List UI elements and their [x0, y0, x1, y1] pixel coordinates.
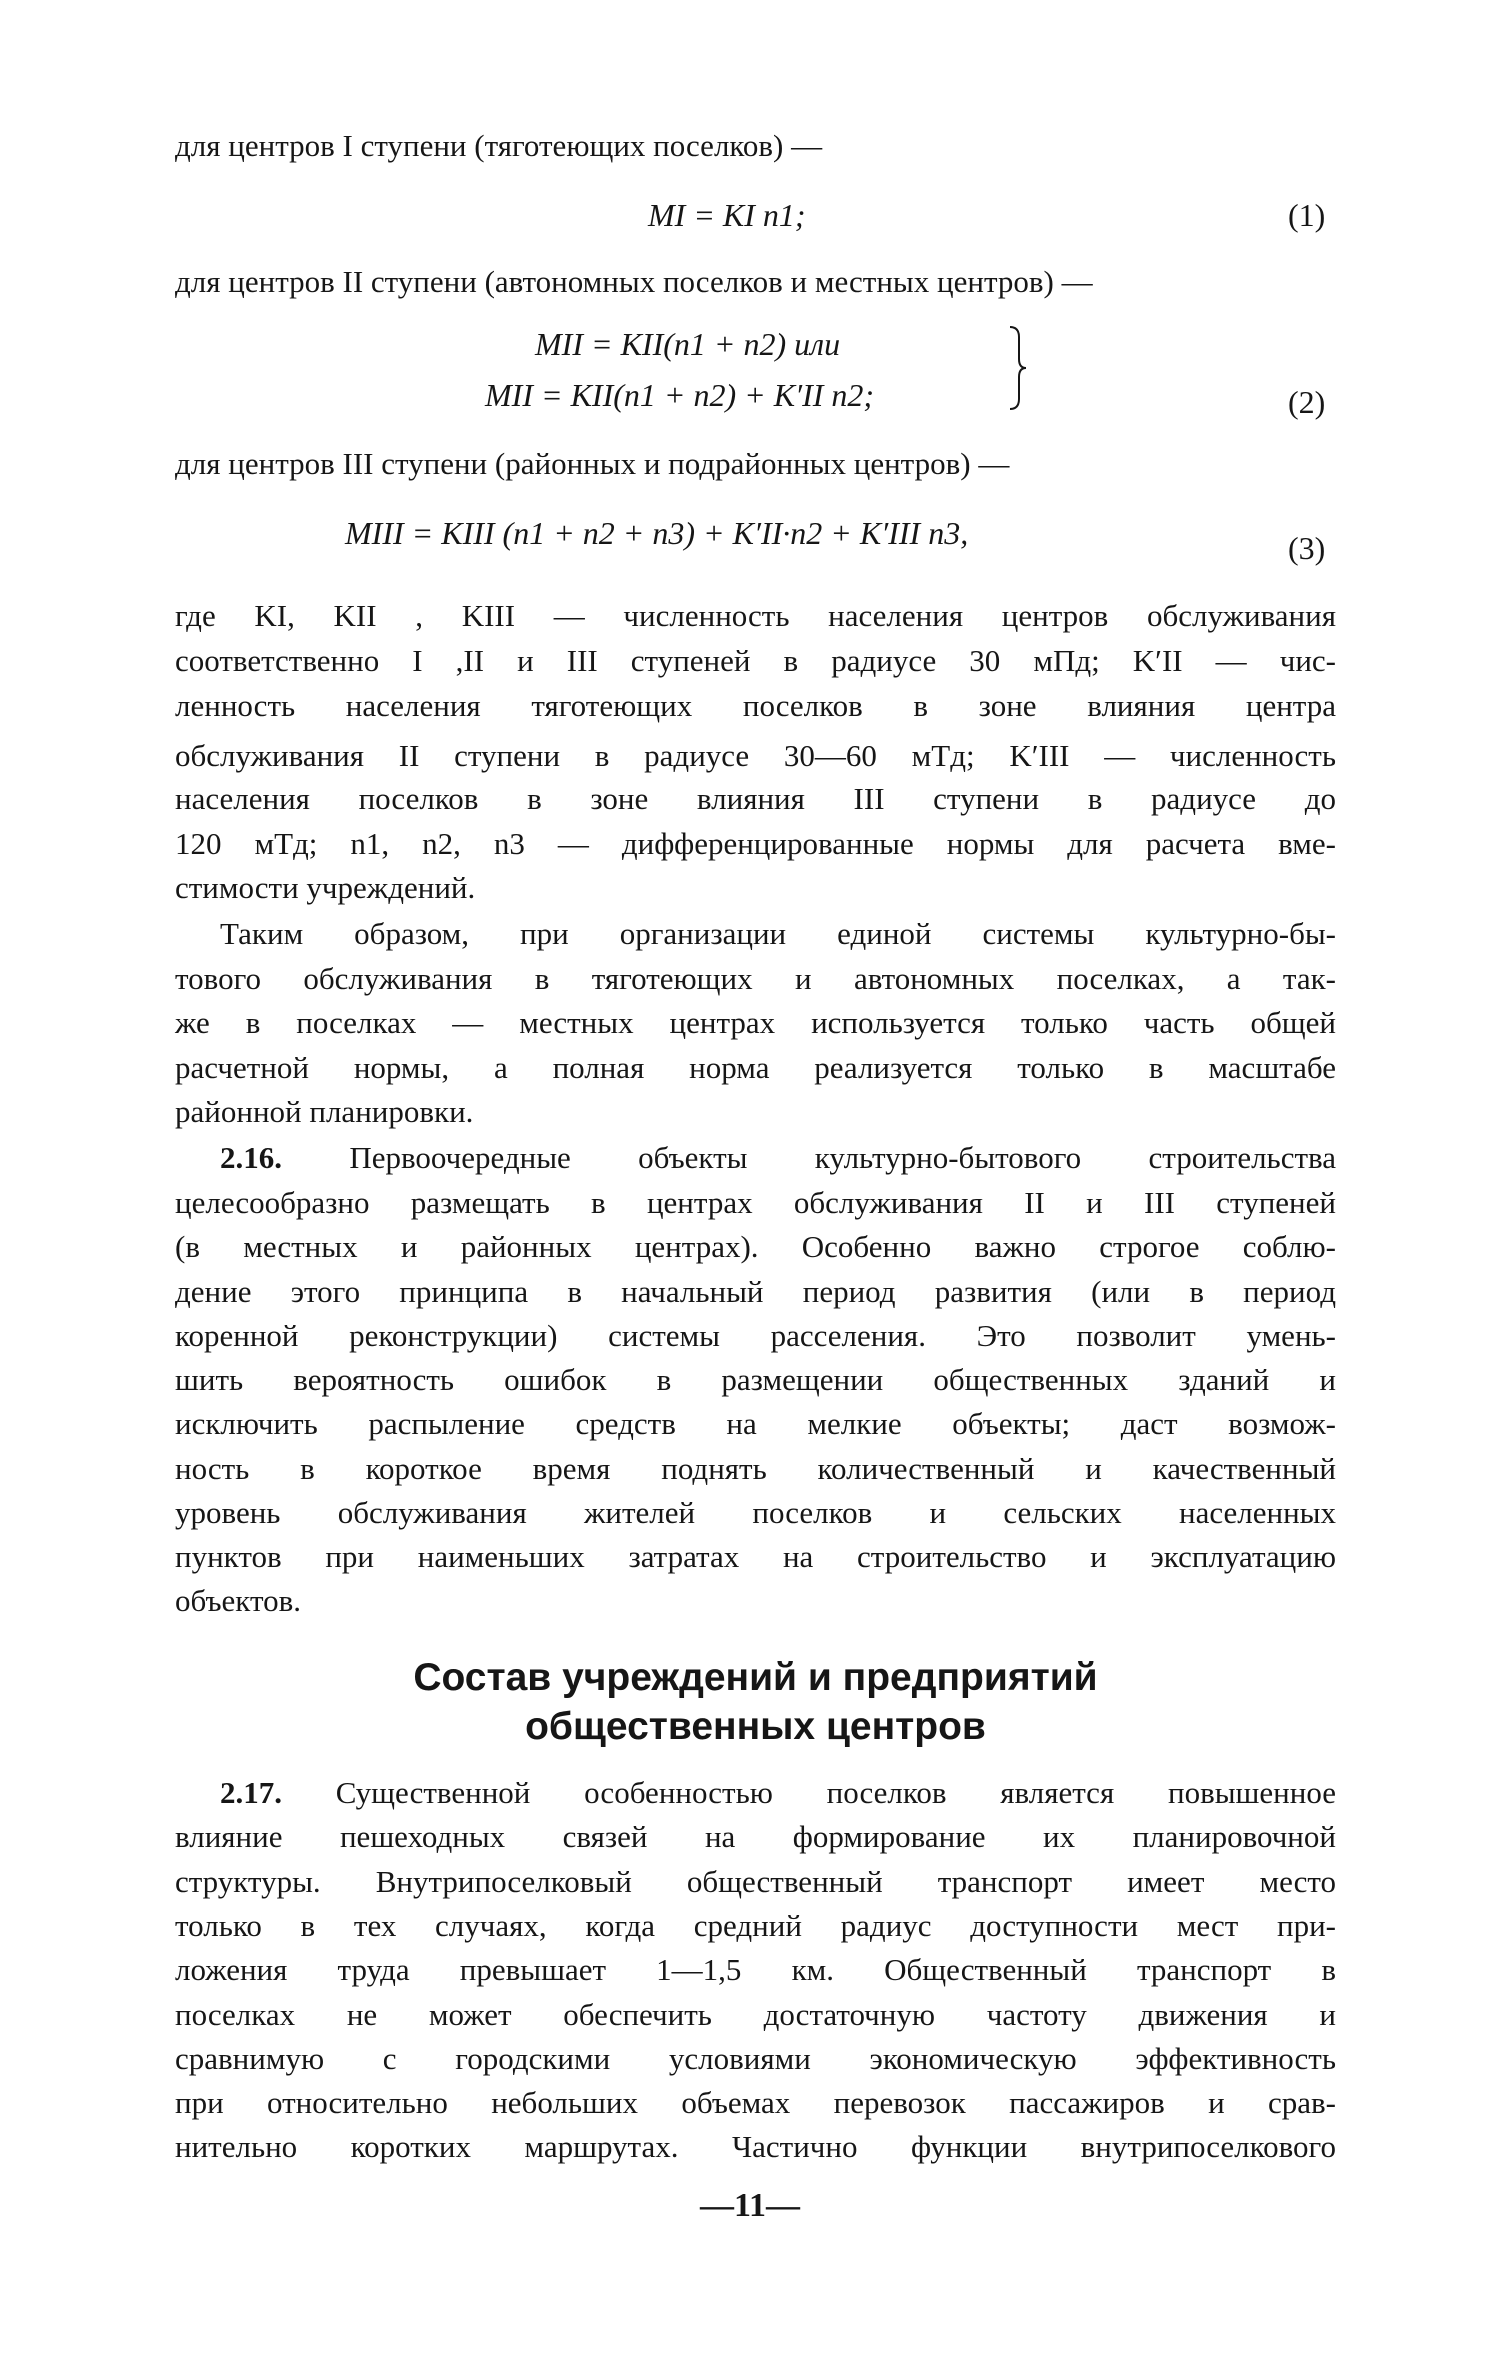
summary-line: Таким образом, при организации единой системы культурно-бы- [220, 916, 1336, 951]
formula-3-number: (3) [1288, 530, 1326, 566]
explanation-line: обслуживания II ступени в радиусе 30—60 мТд; K′III — численность [175, 738, 1336, 773]
section-heading-line-1: Состав учреждений и предприятий [413, 1656, 1098, 1699]
explanation-line: где KI, KII , KIII — численность населения центров обслуживания [175, 598, 1336, 633]
para-217-line: влияние пешеходных связей на формирование их планировочной [175, 1819, 1336, 1854]
summary-line: районной планировки. [175, 1094, 474, 1129]
para-216-first-line [220, 1140, 1336, 1176]
para-216-line: пунктов при наименьших затратах на строительство и эксплуатацию [175, 1539, 1336, 1574]
summary-line: расчетной нормы, а полная норма реализуется только в масштабе [175, 1050, 1336, 1085]
para-217-line: только в тех случаях, когда средний радиус доступности мест при- [175, 1908, 1336, 1943]
para-217-line: нительно коротких маршрутах. Частично функции внутрипоселкового [175, 2129, 1336, 2164]
right-brace-icon [1007, 325, 1029, 411]
para-217-text: Существенной особенностью поселков является повышенное [335, 1775, 1336, 1810]
para-216-line: объектов. [175, 1583, 301, 1618]
para-217-line: ложения труда превышает 1—1,5 км. Общественный транспорт в [175, 1952, 1336, 1987]
explanation-line: населения поселков в зоне влияния III ступени в радиусе до [175, 781, 1336, 816]
summary-line: же в поселках — местных центрах используется только часть общей [175, 1005, 1336, 1040]
para-217-line: поселках не может обеспечить достаточную частоту движения и [175, 1997, 1336, 2032]
formula-2a: MII = KII(n1 + n2) или [535, 326, 841, 362]
para-216-text: Первоочередные объекты культурно-бытового строительства [349, 1140, 1336, 1175]
para-216-line: ность в короткое время поднять количественный и качественный [175, 1451, 1336, 1486]
para-217-line: при относительно небольших объемах перевозок пассажиров и срав- [175, 2085, 1336, 2120]
section-heading-line-2: общественных центров [525, 1705, 986, 1748]
explanation-line: соответственно I ,II и III ступеней в радиусе 30 мПд; K′II — чис- [175, 643, 1336, 678]
para-217-number: 2.17. [220, 1775, 282, 1810]
summary-line: тового обслуживания в тяготеющих и автономных поселках, а так- [175, 961, 1336, 996]
formula-3: MIII = KIII (n1 + n2 + n3) + K′II·n2 + K′III n3, [345, 515, 969, 551]
para-216-line: (в местных и районных центрах). Особенно важно строгое соблю- [175, 1229, 1336, 1264]
para-216-line: коренной реконструкции) системы расселения. Это позволит умень- [175, 1318, 1336, 1353]
formula-1: MI = KI n1; [648, 197, 806, 233]
para-216-line: дение этого принципа в начальный период развития (или в период [175, 1274, 1336, 1309]
para-217-line: сравнимую с городскими условиями экономическую эффективность [175, 2041, 1336, 2076]
explanation-line: ленность населения тяготеющих поселков в зоне влияния центра [175, 688, 1336, 723]
page-number: —11— [699, 2187, 801, 2224]
formula-2b: MII = KII(n1 + n2) + K′II n2; [485, 377, 875, 413]
para-216-line: целесообразно размещать в центрах обслуживания II и III ступеней [175, 1185, 1336, 1220]
intro-line-3: для центров III ступени (районных и подрайонных центров) — [175, 446, 1010, 481]
para-216-line: уровень обслуживания жителей поселков и сельских населенных [175, 1495, 1336, 1530]
intro-line-1: для центров I ступени (тяготеющих поселков) — [175, 128, 823, 163]
explanation-line: 120 мТд; n1, n2, n3 — дифференцированные нормы для расчета вме- [175, 826, 1336, 861]
intro-line-2: для центров II ступени (автономных поселков и местных центров) — [175, 264, 1093, 299]
explanation-line: стимости учреждений. [175, 870, 476, 905]
para-216-number: 2.16. [220, 1140, 282, 1175]
para-217-first-line [220, 1775, 1336, 1811]
para-216-line: шить вероятность ошибок в размещении общественных зданий и [175, 1362, 1336, 1397]
para-217-line: структуры. Внутрипоселковый общественный транспорт имеет место [175, 1864, 1336, 1899]
para-216-line: исключить распыление средств на мелкие объекты; даст возмож- [175, 1406, 1336, 1441]
formula-1-number: (1) [1288, 197, 1326, 233]
formula-2-number: (2) [1288, 384, 1326, 420]
